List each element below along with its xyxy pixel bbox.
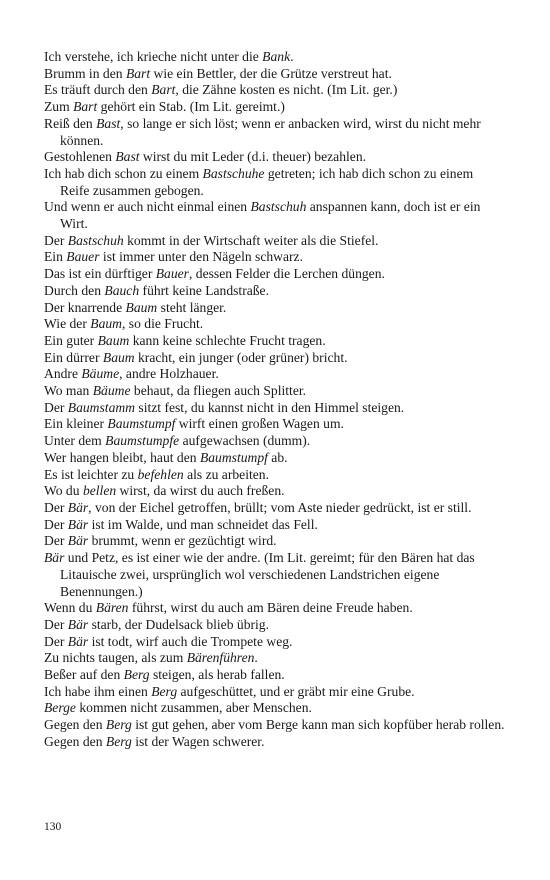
proverb-text: ist im Walde, und man schneidet das Fell. <box>88 516 318 532</box>
keyword: Bastschuh <box>67 232 124 248</box>
proverb-text: Der <box>44 499 68 515</box>
proverb-text: Durch den <box>44 282 105 298</box>
proverb-text: , so die Frucht. <box>121 316 204 332</box>
proverb-entry <box>44 550 506 600</box>
proverb-text: steht länger. <box>157 299 227 315</box>
keyword: Bauer <box>66 249 100 265</box>
proverb-text: Ich hab dich schon zu einem <box>44 165 203 181</box>
keyword: Baumstamm <box>67 399 135 415</box>
keyword: Bauer <box>155 266 189 282</box>
proverb-entry <box>44 650 506 667</box>
proverb-entry <box>44 634 506 651</box>
keyword: Bäume <box>92 383 131 399</box>
keyword: Bart <box>73 99 98 115</box>
proverb-entry <box>44 266 506 283</box>
proverb-text: Der <box>44 533 68 549</box>
proverb-entry <box>44 333 506 350</box>
proverb-entry <box>44 300 506 317</box>
proverb-text: Ein <box>44 249 67 265</box>
keyword: Berg <box>105 733 132 749</box>
proverb-entry <box>44 199 506 232</box>
proverb-entry <box>44 249 506 266</box>
proverb-text: kann keine schlechte Frucht tragen. <box>129 332 326 348</box>
proverb-text: wie ein Bettler, der die Grütze verstreut hat. <box>150 65 392 81</box>
proverb-text: anspannen kann, doch ist er ein Wirt. <box>60 199 481 232</box>
proverb-entry <box>44 684 506 701</box>
proverb-entry <box>44 49 506 66</box>
proverb-text: Ich habe ihm einen <box>44 683 152 699</box>
proverb-text: Ein dürrer <box>44 349 103 365</box>
keyword: Bär <box>67 499 89 515</box>
proverb-entry <box>44 99 506 116</box>
page-number: 130 <box>44 821 62 833</box>
keyword: Bauch <box>104 282 140 298</box>
proverb-entry <box>44 116 506 149</box>
proverb-text: Der <box>44 633 68 649</box>
proverb-entry <box>44 350 506 367</box>
keyword: Bastschuhe <box>202 165 265 181</box>
proverb-text: Wenn du <box>44 600 96 616</box>
keyword: Baumstumpfe <box>105 433 180 449</box>
proverb-text: Ich verstehe, ich krieche nicht unter die <box>44 49 263 64</box>
proverb-text: Wo du <box>44 483 83 499</box>
proverb-text: wirst du mit Leder (d.i. theuer) bezahlen. <box>139 149 367 165</box>
keyword: Bär <box>67 633 89 649</box>
proverb-entry <box>44 617 506 634</box>
proverb-entry <box>44 82 506 99</box>
keyword: Bäume <box>81 366 120 382</box>
proverb-text: , dessen Felder die Lerchen düngen. <box>188 266 385 282</box>
keyword: Bast <box>115 149 140 165</box>
proverb-entry <box>44 416 506 433</box>
keyword: Bär <box>67 533 89 549</box>
proverb-text: Der <box>44 232 68 248</box>
proverb-text: Gegen den <box>44 717 106 733</box>
proverb-entry <box>44 700 506 717</box>
keyword: Baum <box>90 316 122 332</box>
proverb-text: Der <box>44 516 68 532</box>
proverb-entry <box>44 533 506 550</box>
keyword: Berg <box>123 667 150 683</box>
keyword: Bart <box>125 65 151 81</box>
proverb-entry <box>44 450 506 467</box>
proverb-text: , andre Holzhauer. <box>119 366 219 382</box>
proverb-text: Wo man <box>44 383 93 399</box>
keyword: Bärenführen <box>186 650 255 666</box>
proverb-text: kracht, ein junger (oder grüner) bricht. <box>134 349 348 365</box>
proverb-entry <box>44 467 506 484</box>
proverb-entry <box>44 400 506 417</box>
proverb-text: Reiß den <box>44 115 97 131</box>
keyword: befehlen <box>137 466 184 482</box>
proverb-text: sitzt fest, du kannst nicht in den Himmel steigen. <box>135 399 405 415</box>
proverb-entry <box>44 316 506 333</box>
keyword: Baum <box>102 349 135 365</box>
keyword: Berge <box>44 700 76 716</box>
proverb-text: gehört ein Stab. (Im Lit. gereimt.) <box>97 99 285 115</box>
proverb-entry <box>44 366 506 383</box>
proverb-text: ist todt, wirf auch die Trompete weg. <box>88 633 293 649</box>
proverb-text: führt keine Landstraße. <box>139 282 269 298</box>
keyword: bellen <box>82 483 117 499</box>
proverb-text: ist gut gehen, aber vom Berge kann man sich kopfüber herab rollen. <box>131 717 505 733</box>
proverb-text: Ein guter <box>44 332 98 348</box>
proverb-entry <box>44 483 506 500</box>
keyword: Bär <box>44 550 65 566</box>
keyword: Bären <box>95 600 129 616</box>
proverb-text: Unter dem <box>44 433 106 449</box>
proverb-entry <box>44 667 506 684</box>
proverb-entry <box>44 517 506 534</box>
proverb-entry <box>44 433 506 450</box>
keyword: Baumstumpf <box>107 416 176 432</box>
proverb-text: , von der Eichel getroffen, brüllt; vom Aste nieder gedrückt, ist er still. <box>88 499 472 515</box>
proverb-text: Ein kleiner <box>44 416 108 432</box>
keyword: Bastschuh <box>250 199 307 215</box>
proverb-text: behaut, da fliegen auch Splitter. <box>130 383 307 399</box>
proverb-text: Gestohlenen <box>44 149 116 165</box>
proverb-text: und Petz, es ist einer wie der andre. (Im Lit. gereimt; für den Bären hat das Litauische zwei, ursprünglich wol verschiedenen Landstrichen eigene Benennungen.) <box>60 550 475 599</box>
keyword: Berg <box>151 683 178 699</box>
proverb-text: aufgewachsen (dumm). <box>179 433 311 449</box>
proverb-text: Und wenn er auch nicht einmal einen <box>44 199 251 215</box>
proverb-text: Wie der <box>44 316 91 332</box>
proverb-text: . <box>290 49 294 64</box>
proverb-text: kommen nicht zusammen, aber Menschen. <box>75 700 312 716</box>
proverb-text: ist der Wagen schwerer. <box>131 733 265 749</box>
proverb-text: führst, wirst du auch am Bären deine Freude haben. <box>128 600 413 616</box>
proverb-text: Beßer auf den <box>44 667 124 683</box>
proverb-text: wirst, da wirst du auch freßen. <box>116 483 285 499</box>
proverb-text: Der <box>44 616 68 632</box>
proverb-text: steigen, als herab fallen. <box>149 667 285 683</box>
proverb-entry <box>44 500 506 517</box>
keyword: Bank <box>262 49 291 64</box>
proverb-entry <box>44 717 506 734</box>
proverb-text: Zu nichts taugen, als zum <box>44 650 187 666</box>
proverb-text: Der knarrende <box>44 299 126 315</box>
keyword: Baumstumpf <box>199 449 268 465</box>
keyword: Bär <box>67 616 89 632</box>
proverb-text: Brumm in den <box>44 65 126 81</box>
proverb-text: Es ist leichter zu <box>44 466 138 482</box>
proverb-entry <box>44 283 506 300</box>
proverb-list <box>44 49 506 751</box>
keyword: Baum <box>125 299 158 315</box>
proverb-text: kommt in der Wirtschaft weiter als die Stiefel. <box>123 232 379 248</box>
proverb-text: starb, der Dudelsack blieb übrig. <box>88 616 269 632</box>
proverb-text: Wer hangen bleibt, haut den <box>44 449 200 465</box>
proverb-text: Der <box>44 399 68 415</box>
proverb-entry <box>44 149 506 166</box>
proverb-text: , so lange er sich löst; wenn er anbacken wird, wirst du nicht mehr können. <box>60 115 481 148</box>
proverb-entry <box>44 600 506 617</box>
keyword: Bär <box>67 516 89 532</box>
keyword: Bast <box>96 115 121 131</box>
proverb-text: getreten; ich hab dich schon zu einem Reife zusammen gebogen. <box>60 165 474 198</box>
keyword: Baum <box>97 332 130 348</box>
proverb-text: aufgeschüttet, und er gräbt mir eine Grube. <box>177 683 415 699</box>
keyword: Berg <box>105 717 132 733</box>
keyword: Bart <box>151 82 176 98</box>
proverb-text: Es träuft durch den <box>44 82 152 98</box>
proverb-text: ab. <box>267 449 288 465</box>
proverb-text: ist immer unter den Nägeln schwarz. <box>99 249 303 265</box>
proverb-entry <box>44 66 506 83</box>
proverb-text: . <box>254 650 258 666</box>
proverb-text: als zu arbeiten. <box>183 466 269 482</box>
proverb-entry <box>44 383 506 400</box>
proverb-text: wirft einen großen Wagen um. <box>175 416 344 432</box>
proverb-text: , die Zähne kosten es nicht. (Im Lit. ger.) <box>175 82 398 98</box>
proverb-entry <box>44 734 506 751</box>
proverb-entry <box>44 166 506 199</box>
proverb-text: Gegen den <box>44 733 106 749</box>
proverb-entry <box>44 233 506 250</box>
proverb-text: Zum <box>44 99 74 115</box>
proverb-text: Das ist ein dürftiger <box>44 266 156 282</box>
proverb-text: brummt, wenn er gezüchtigt wird. <box>88 533 277 549</box>
proverb-text: Andre <box>44 366 82 382</box>
